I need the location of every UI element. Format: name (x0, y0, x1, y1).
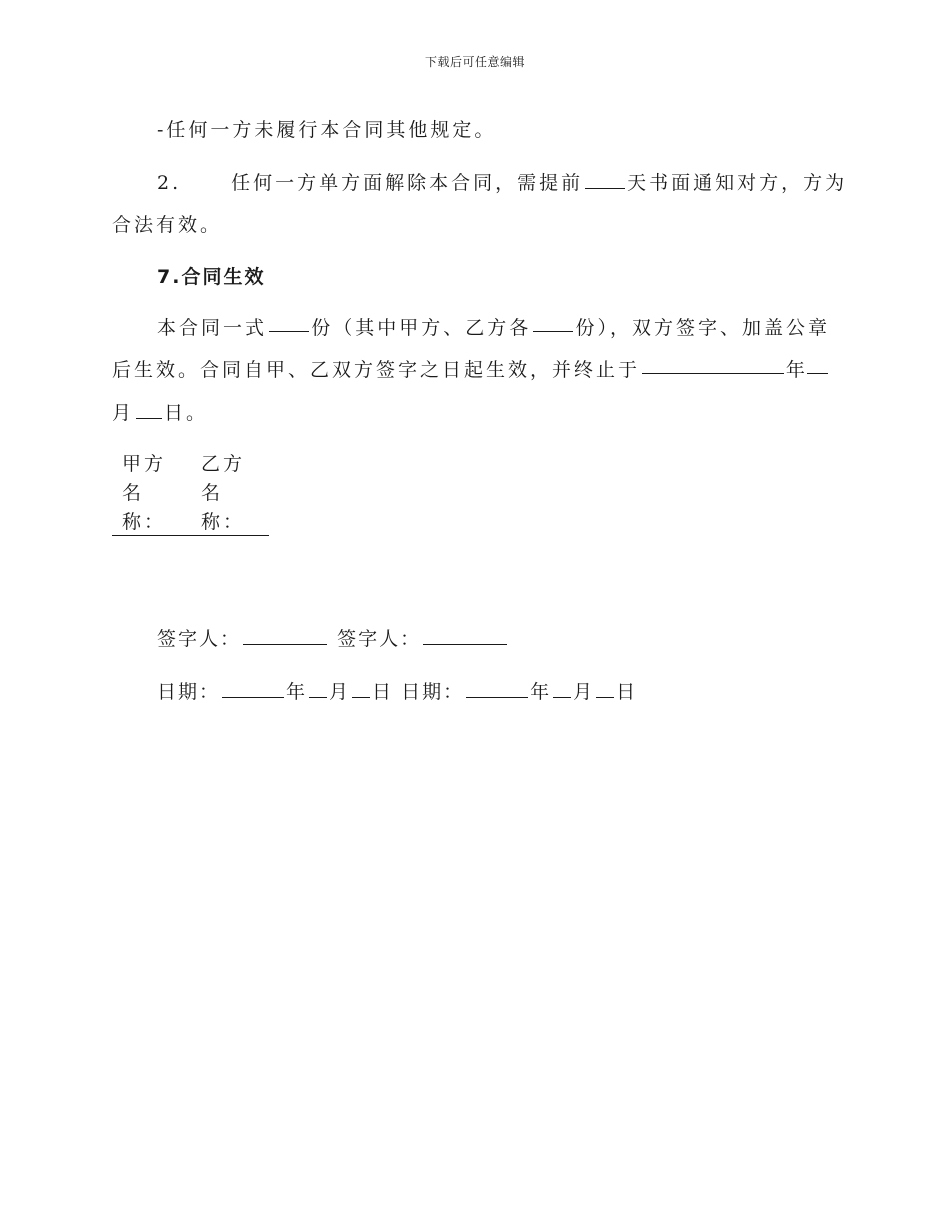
party-b-line-2: 名 (201, 482, 224, 504)
page-header: 下载后可任意编辑 (424, 55, 525, 69)
signer-a-label: 签字人： (157, 628, 242, 650)
date-a-year-blank[interactable] (222, 679, 284, 698)
party-b-name-label (201, 450, 245, 537)
signer-b-blank[interactable] (423, 626, 507, 645)
s7-month-label: 月 (112, 402, 135, 424)
date-a-month: 月 (329, 681, 351, 703)
date-a-month-blank[interactable] (309, 679, 327, 698)
section-7-heading: 7.合同生效 (157, 266, 266, 288)
s7-text-b: 份（其中甲方、乙方各 (311, 317, 532, 339)
section-7-line-3 (112, 398, 208, 425)
date-b-month: 月 (573, 681, 595, 703)
copies-total-blank[interactable] (269, 313, 309, 332)
date-a-label: 日期： (157, 681, 221, 703)
date-b-day-blank[interactable] (596, 679, 614, 698)
date-line (157, 677, 637, 704)
date-b-year-blank[interactable] (466, 679, 528, 698)
s7-text-a: 本合同一式 (157, 317, 268, 339)
clause-2-line-1 (157, 168, 847, 195)
s7-text-d: 后生效。合同自甲、乙双方签字之日起生效，并终止于 (112, 359, 641, 381)
party-name-underline[interactable] (112, 535, 269, 536)
date-b-month-blank[interactable] (553, 679, 571, 698)
copies-each-blank[interactable] (533, 313, 573, 332)
date-b-day: 日 (616, 681, 638, 703)
date-a-day-blank[interactable] (352, 679, 370, 698)
end-month-prefix-blank[interactable] (807, 355, 828, 374)
clause-other-provisions: -任何一方未履行本合同其他规定。 (157, 119, 497, 141)
date-a-year: 年 (286, 681, 308, 703)
notice-days-blank[interactable] (585, 170, 625, 189)
date-b-year: 年 (530, 681, 552, 703)
end-day-blank[interactable] (136, 400, 162, 419)
s7-text-c: 份），双方签字、加盖公章 (575, 317, 830, 339)
party-a-line-1: 甲方 (122, 453, 167, 475)
clause-2-text-a: 任何一方单方面解除本合同，需提前 (231, 172, 584, 194)
signer-b-label: 签字人： (337, 628, 422, 650)
date-b-label: 日期： (401, 681, 465, 703)
s7-day-label: 日。 (164, 402, 209, 424)
clause-2-text-b: 天书面通知对方，方为 (627, 172, 848, 194)
party-a-name-label (122, 450, 166, 537)
clause-2-number: 2. (157, 172, 182, 194)
s7-year-label: 年 (785, 359, 805, 381)
party-a-line-3: 称： (122, 511, 167, 533)
party-b-line-1: 乙方 (201, 453, 246, 475)
signer-a-blank[interactable] (243, 626, 327, 645)
party-a-line-2: 名 (122, 482, 145, 504)
section-7-line-2 (112, 355, 830, 382)
date-a-day: 日 (372, 681, 394, 703)
clause-2-line-2: 合法有效。 (112, 214, 223, 236)
party-b-line-3: 称： (201, 511, 246, 533)
end-year-blank[interactable] (642, 355, 784, 374)
signer-line (157, 624, 509, 651)
section-7-line-1 (112, 313, 830, 340)
